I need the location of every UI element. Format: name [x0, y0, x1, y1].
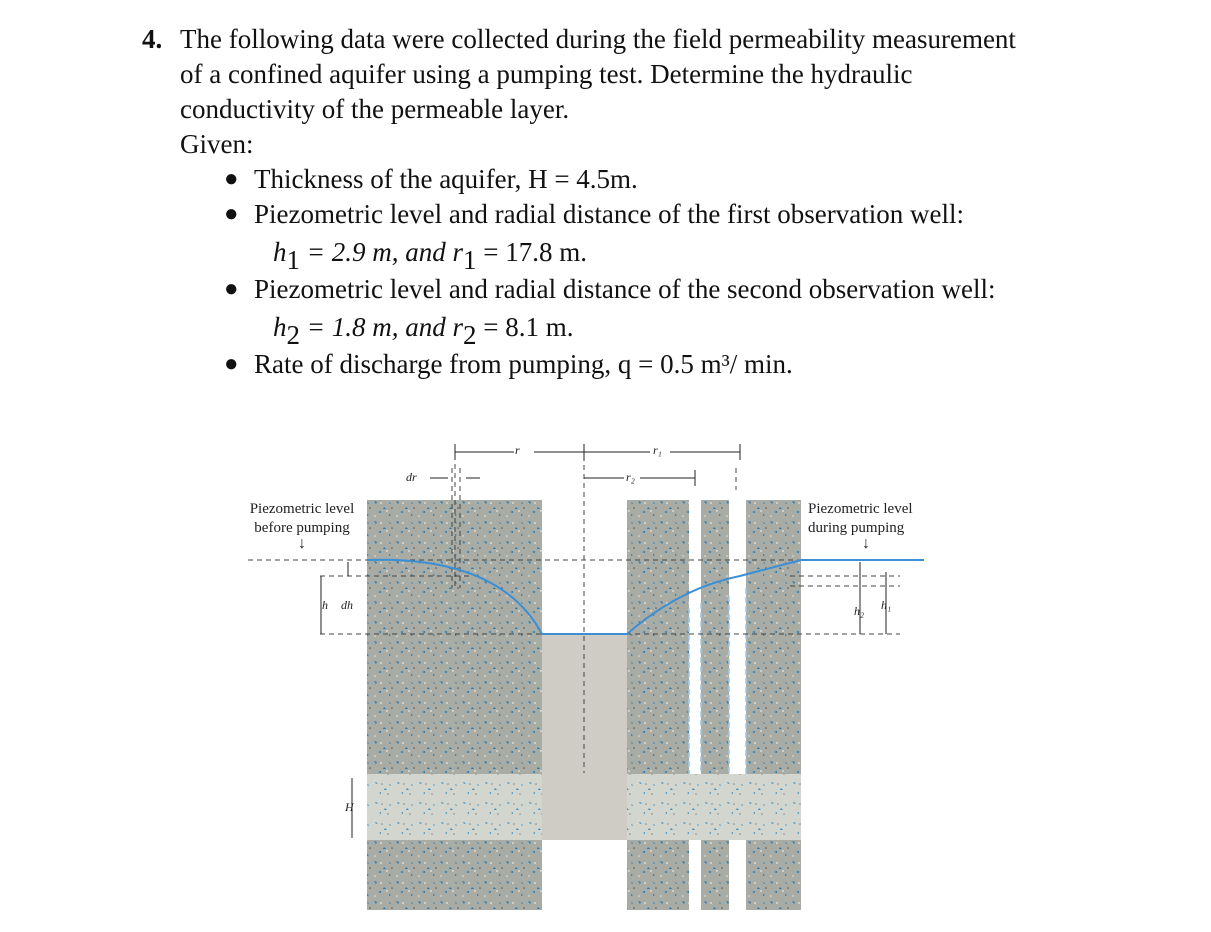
problem-statement [142, 22, 1067, 382]
bullet-text: Thickness of the aquifer, H = 4.5m. [254, 164, 638, 194]
bullet-text: Piezometric level and radial distance of the second observation well: [254, 274, 996, 304]
bullet-icon: ● [224, 166, 239, 192]
eq-sub: 2 [286, 320, 300, 350]
soil-middle [627, 500, 689, 910]
given-list [142, 162, 1067, 382]
eq-rest: = 17.8 m. [476, 237, 587, 267]
pumping-test-figure [240, 438, 930, 912]
label-line: Piezometric level [808, 501, 913, 517]
observation-well-1-column [701, 500, 729, 910]
eq-sub2: 2 [462, 320, 477, 350]
eq-sub2: 1 [462, 245, 477, 275]
bullet-text: Piezometric level and radial distance of the first observation well: [254, 199, 965, 229]
symbol-r: r [515, 443, 520, 457]
label-line: before pumping [254, 520, 350, 536]
soil-left [367, 500, 542, 910]
symbol-h: h [322, 598, 328, 612]
symbol-r2: r₂ [626, 470, 635, 484]
eq-sub: 1 [286, 245, 300, 275]
eq-mid: = 2.9 m, and r [300, 237, 463, 267]
bullet-text: Rate of discharge from pumping, q = 0.5 m³/ min. [254, 349, 793, 379]
label-during-pumping [808, 500, 928, 550]
symbol-r1: r₁ [653, 443, 662, 457]
problem-line-1: The following data were collected during the field permeability measurement [180, 24, 1016, 54]
bullet-icon: ● [224, 351, 239, 377]
problem-paragraph [180, 22, 1067, 127]
label-line: during pumping [808, 520, 905, 536]
list-item [142, 347, 1067, 382]
equation [142, 307, 1067, 350]
down-arrow-icon: ↓ [298, 535, 306, 552]
bullet-icon: ● [224, 201, 239, 227]
equation [142, 232, 1067, 275]
list-item [142, 272, 1067, 307]
bullet-icon: ● [224, 276, 239, 302]
problem-line-2: of a confined aquifer using a pumping test. Determine the hydraulic [180, 59, 913, 89]
list-item [142, 162, 1067, 197]
symbol-h1: h₁ [881, 598, 892, 612]
problem-number: 4. [142, 24, 163, 54]
label-before-pumping [240, 500, 364, 550]
eq-rest: = 8.1 m. [476, 312, 574, 342]
down-arrow-icon: ↓ [862, 535, 870, 552]
list-item [142, 197, 1067, 232]
label-line: Piezometric level [249, 501, 355, 517]
eq-lhs: h [273, 312, 287, 342]
problem-line-3: conductivity of the permeable layer. [180, 94, 570, 124]
eq-lhs: h [273, 237, 287, 267]
given-label: Given: [180, 129, 254, 159]
symbol-h2: h₂ [854, 604, 865, 618]
eq-mid: = 1.8 m, and r [300, 312, 463, 342]
symbol-dr: dr [406, 470, 417, 484]
symbol-dh: dh [341, 598, 353, 612]
symbol-H: H [345, 800, 354, 814]
